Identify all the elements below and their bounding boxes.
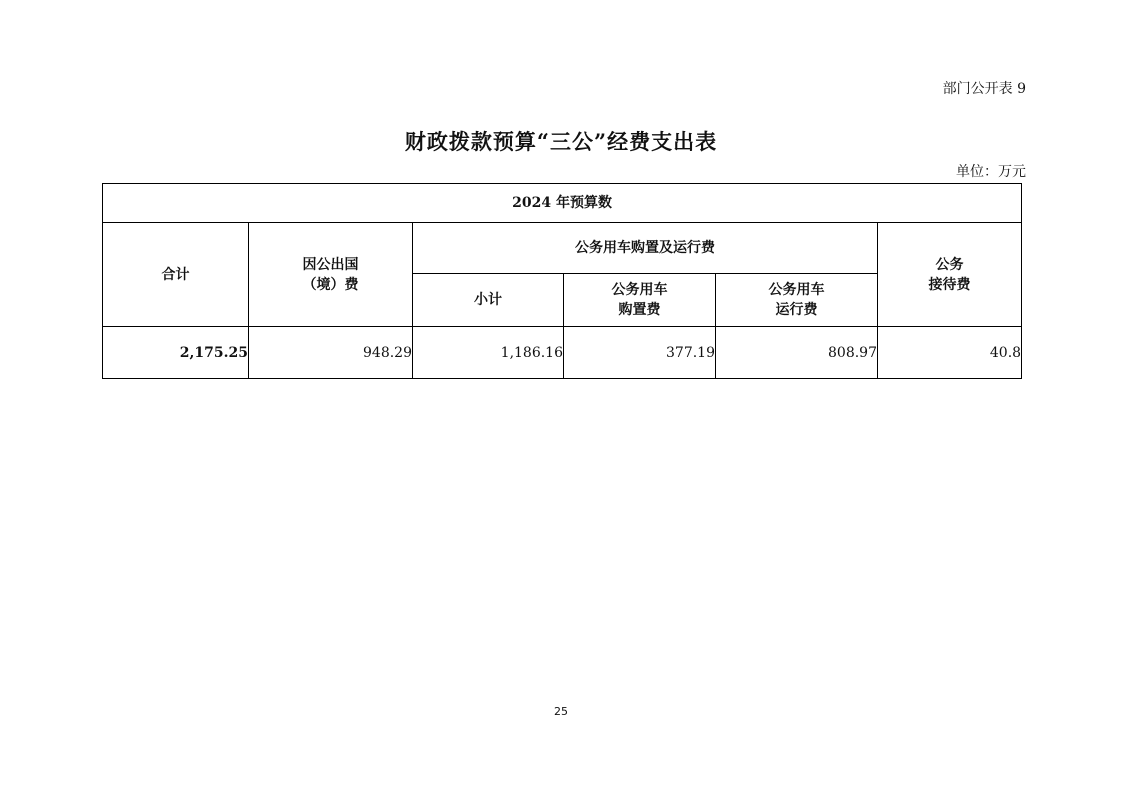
header-vehicle-operation-line1: 公务用车 <box>768 282 825 298</box>
year-header: 2024 年预算数 <box>103 184 1022 223</box>
cell-total: 2,175.25 <box>103 327 249 379</box>
header-vehicle-group: 公务用车购置及运行费 <box>413 223 878 274</box>
cell-vehicle-subtotal: 1,186.16 <box>413 327 564 379</box>
header-abroad-line2: （境）费 <box>302 276 359 293</box>
budget-table <box>102 183 1022 379</box>
header-total: 合计 <box>103 223 249 327</box>
header-vehicle-subtotal: 小计 <box>413 274 564 327</box>
table-row <box>103 327 1022 379</box>
header-vehicle-purchase-line2: 购置费 <box>618 302 661 318</box>
header-vehicle-operation-line2: 运行费 <box>775 302 818 318</box>
table-label: 部门公开表 9 <box>942 81 1026 97</box>
cell-reception: 40.8 <box>878 327 1022 379</box>
header-vehicle-purchase-line1: 公务用车 <box>611 282 668 298</box>
header-reception-line2: 接待费 <box>928 276 971 293</box>
page-title: 财政拨款预算“三公”经费支出表 <box>404 129 718 154</box>
header-reception <box>878 223 1022 327</box>
unit-label: 单位：万元 <box>956 164 1026 180</box>
header-abroad-line1: 因公出国 <box>302 256 359 273</box>
cell-vehicle-operation: 808.97 <box>716 327 878 379</box>
cell-vehicle-purchase: 377.19 <box>564 327 716 379</box>
page-number: 25 <box>554 705 568 718</box>
header-abroad <box>249 223 413 327</box>
header-reception-line1: 公务 <box>935 256 964 273</box>
header-vehicle-purchase <box>564 274 716 327</box>
header-vehicle-operation <box>716 274 878 327</box>
cell-abroad: 948.29 <box>249 327 413 379</box>
